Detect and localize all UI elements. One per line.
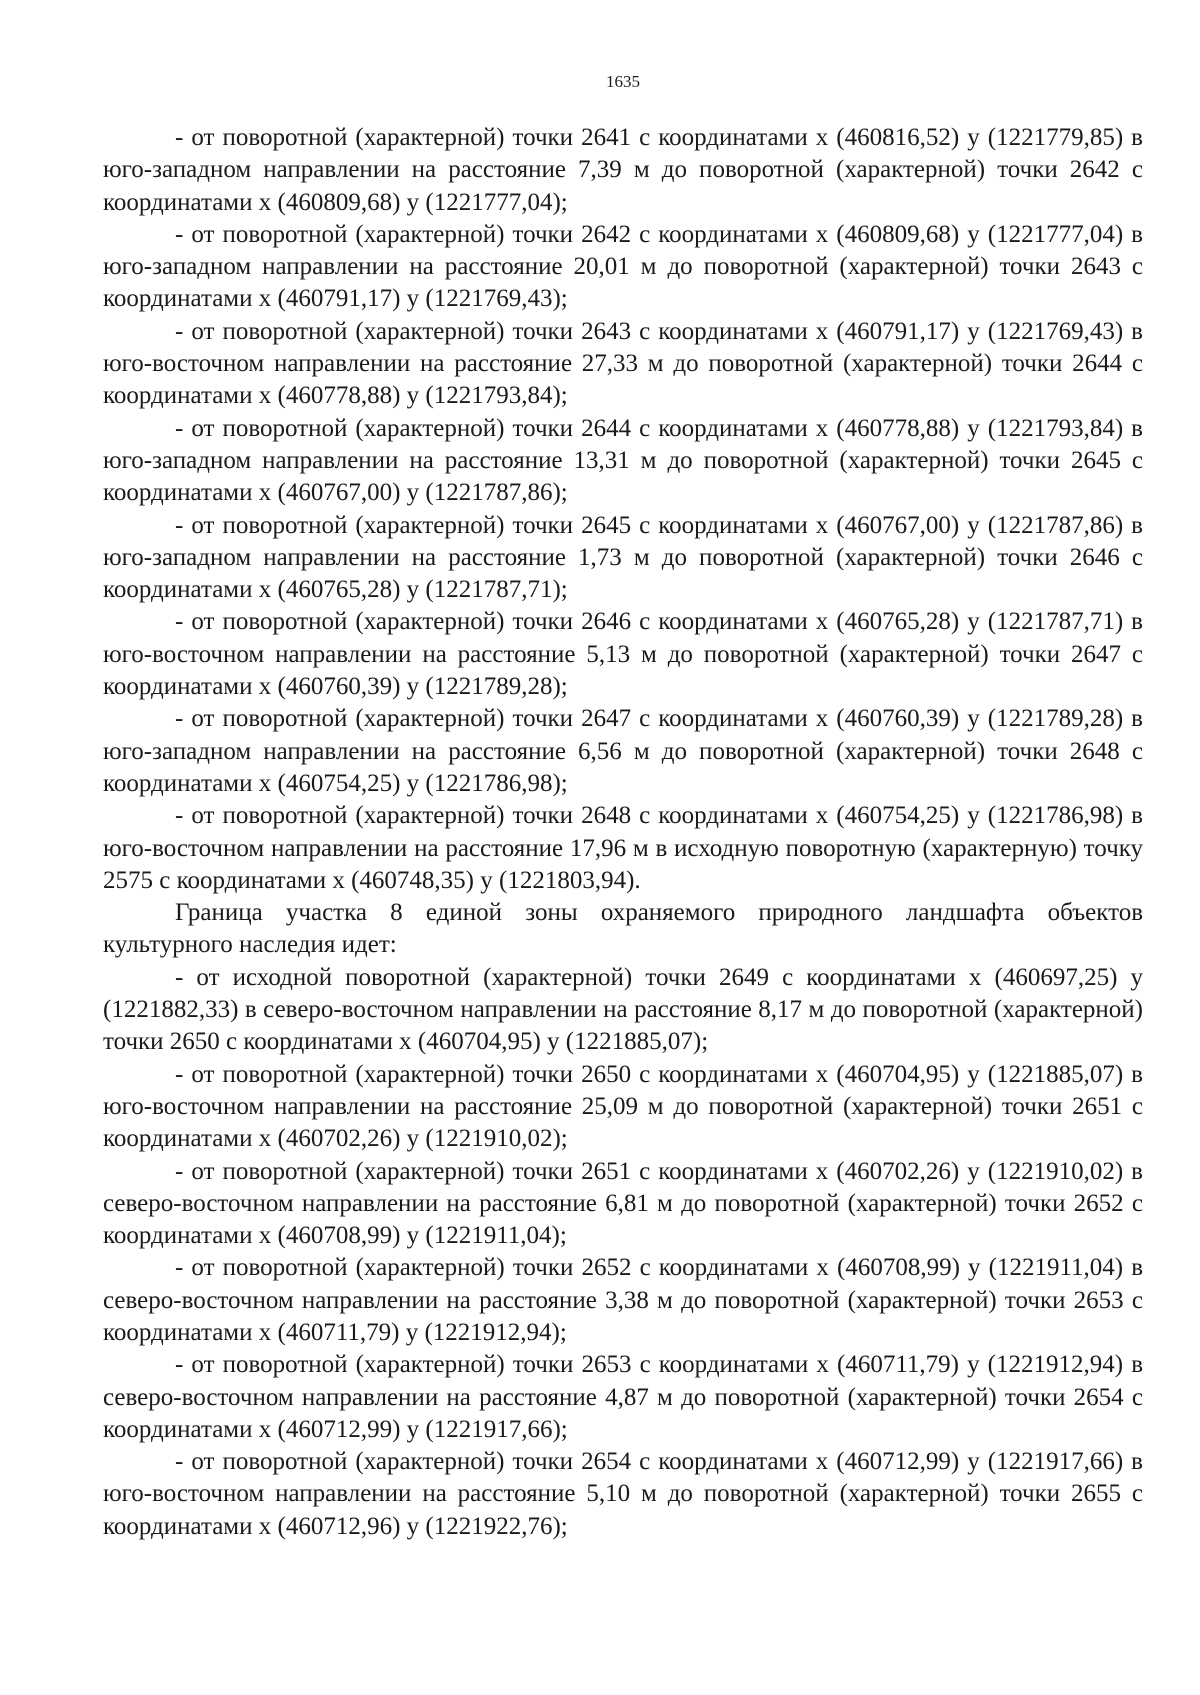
boundary-paragraph: - от поворотной (характерной) точки 2641 с координатами х (460816,52) у (1221779,85) в юго-западном направлении на расстояние 7,39 м до поворотной (характерной) точки 2642 с координатами х (460809,68) у (1221777,04); [103,124,1143,216]
boundary-paragraph: - от исходной поворотной (характерной) точки 2649 с координатами х (460697,25) у (1221882,33) в северо-восточном направлении на расстояние 8,17 м до поворотной (характерной) точки 2650 с координатами х (460704,95) у (1221885,07); [103,963,1143,1056]
boundary-paragraph: - от поворотной (характерной) точки 2652 с координатами х (460708,99) у (1221911,04) в северо-восточном направлении на расстояние 3,38 м до поворотной (характерной) точки 2653 с координатами х (460711,79) у (1221912,94); [103,1254,1143,1346]
boundary-paragraph: - от поворотной (характерной) точки 2647 с координатами х (460760,39) у (1221789,28) в юго-западном направлении на расстояние 6,56 м до поворотной (характерной) точки 2648 с координатами х (460754,25) у (1221786,98); [103,705,1143,797]
boundary-paragraph: - от поворотной (характерной) точки 2642 с координатами х (460809,68) у (1221777,04) в юго-западном направлении на расстояние 20,01 м до поворотной (характерной) точки 2643 с координатами х (460791,17) у (1221769,43); [103,220,1143,313]
boundary-paragraph: - от поворотной (характерной) точки 2653 с координатами х (460711,79) у (1221912,94) в северо-восточном направлении на расстояние 4,87 м до поворотной (характерной) точки 2654 с координатами х (460712,99) у (1221917,66); [103,1351,1143,1443]
boundary-paragraph: - от поворотной (характерной) точки 2650 с координатами х (460704,95) у (1221885,07) в юго-восточном направлении на расстояние 25,09 м до поворотной (характерной) точки 2651 с координатами х (460702,26) у (1221910,02); [103,1060,1143,1153]
boundary-paragraph: - от поворотной (характерной) точки 2644 с координатами х (460778,88) у (1221793,84) в юго-западном направлении на расстояние 13,31 м до поворотной (характерной) точки 2645 с координатами х (460767,00) у (1221787,86); [103,414,1143,507]
boundary-paragraph: - от поворотной (характерной) точки 2651 с координатами х (460702,26) у (1221910,02) в северо-восточном направлении на расстояние 6,81 м до поворотной (характерной) точки 2652 с координатами х (460708,99) у (1221911,04); [103,1157,1143,1250]
document-body [103,122,1143,1543]
boundary-paragraph: - от поворотной (характерной) точки 2643 с координатами х (460791,17) у (1221769,43) в юго-восточном направлении на расстояние 27,33 м до поворотной (характерной) точки 2644 с координатами х (460778,88) у (1221793,84); [103,317,1143,410]
boundary-paragraph: - от поворотной (характерной) точки 2654 с координатами х (460712,99) у (1221917,66) в юго-восточном направлении на расстояние 5,10 м до поворотной (характерной) точки 2655 с координатами х (460712,96) у (1221922,76); [103,1448,1143,1540]
boundary-paragraph: - от поворотной (характерной) точки 2646 с координатами х (460765,28) у (1221787,71) в юго-восточном направлении на расстояние 5,13 м до поворотной (характерной) точки 2647 с координатами х (460760,39) у (1221789,28); [103,608,1143,701]
boundary-paragraph: - от поворотной (характерной) точки 2645 с координатами х (460767,00) у (1221787,86) в юго-западном направлении на расстояние 1,73 м до поворотной (характерной) точки 2646 с координатами х (460765,28) у (1221787,71); [103,511,1143,604]
section-heading-paragraph: Граница участка 8 единой зоны охраняемого природного ландшафта объектов культурного наследия идет: [103,899,1143,959]
boundary-paragraph: - от поворотной (характерной) точки 2648 с координатами х (460754,25) у (1221786,98) в юго-восточном направлении на расстояние 17,96 м в исходную поворотную (характерную) точку 2575 с координатами х (460748,35) у (1221803,94). [103,802,1143,894]
page-number: 1635 [606,72,640,91]
